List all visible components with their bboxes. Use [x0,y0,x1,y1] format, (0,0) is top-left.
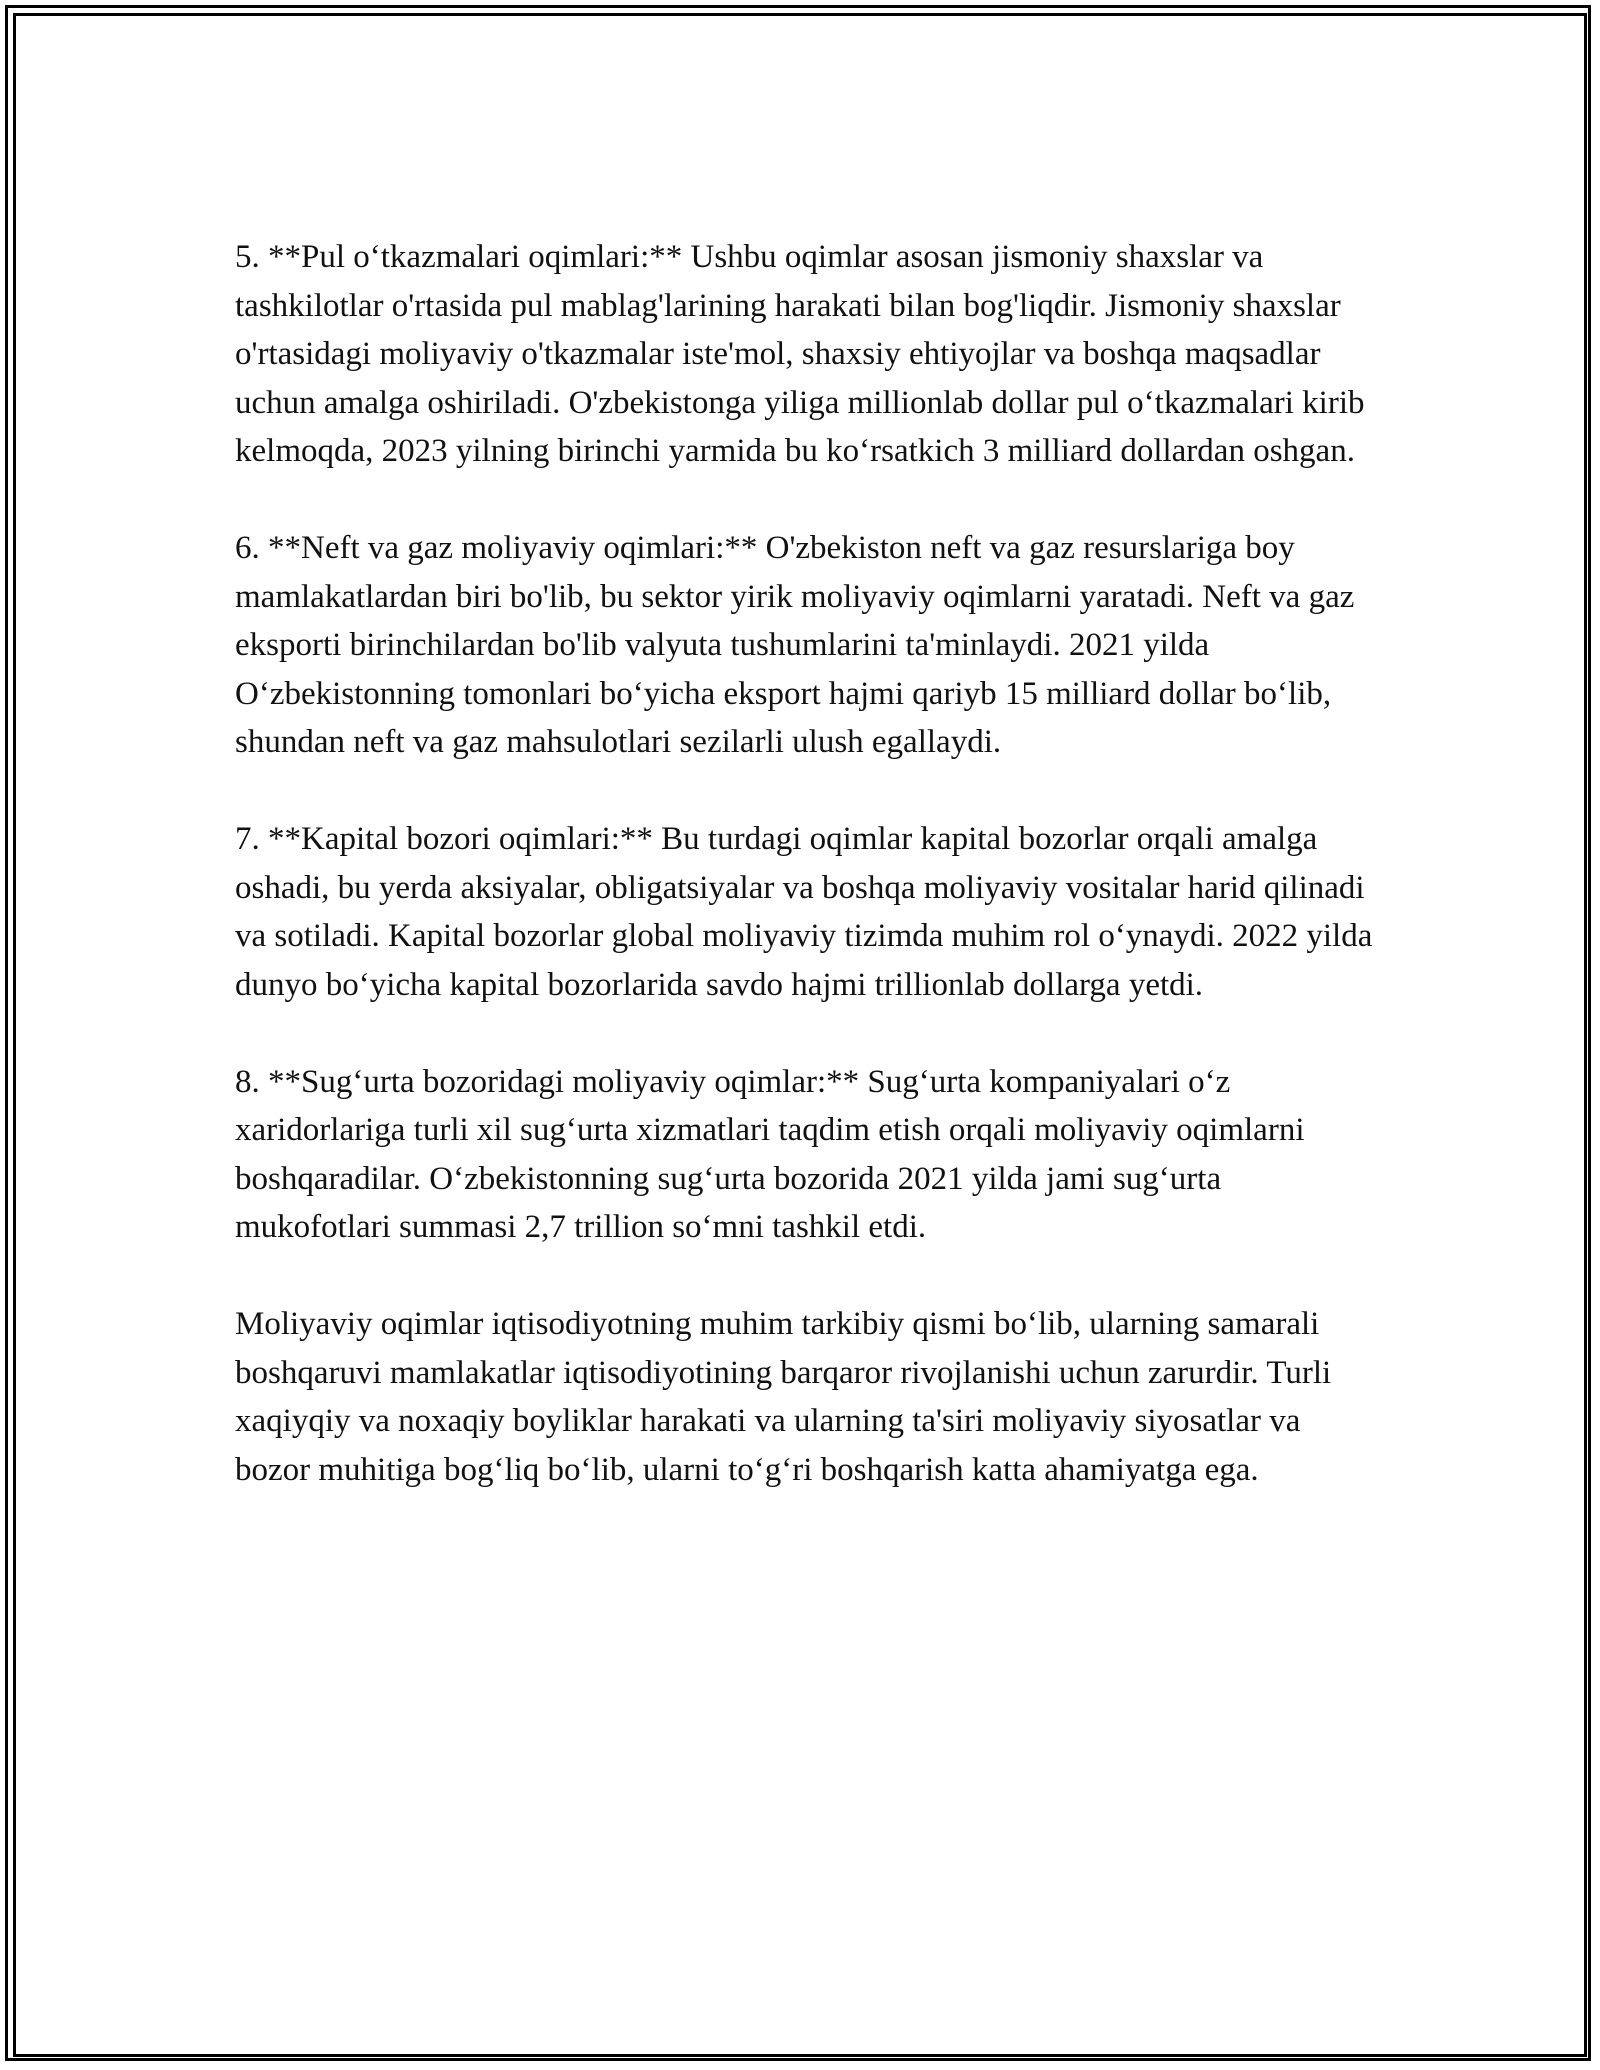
paragraph-capital-market-flows: 7. **Kapital bozori oqimlari:** Bu turdagi oqimlar kapital bozorlar orqali amalga oshadi, bu yerda aksiyalar, obligatsiyalar va boshqa moliyaviy vositalar harid qilinadi va sotiladi. Kapital bozorlar global moliyaviy tizimda muhim rol o‘ynaydi. 2022 yilda dunyo bo‘yicha kapital bozorlarida savdo hajmi trillionlab dollarga yetdi. [235,821,1373,1003]
paragraph-insurance-flows: 8. **Sug‘urta bozoridagi moliyaviy oqimlar:** Sug‘urta kompaniyalari o‘z xaridorlariga turli xil sug‘urta xizmatlari taqdim etish orqali moliyaviy oqimlarni boshqaradilar. O‘zbekistonning sug‘urta bozorida 2021 yilda jami sug‘urta mukofotlari summasi 2,7 trillion so‘mni tashkil etdi. [235,1063,1305,1245]
paragraph-conclusion: Moliyaviy oqimlar iqtisodiyotning muhim tarkibiy qismi bo‘lib, ularning samarali boshqaruvi mamlakatlar iqtisodiyotining barqaror rivojlanishi uchun zarurdir. Turli xaqiyqiy va noxaqiy boyliklar harakati va ularning ta'siri moliyaviy siyosatlar va bozor muhitiga bog‘liq bo‘lib, ularni to‘g‘ri boshqarish katta ahamiyatga ega. [235,1306,1332,1488]
paragraph-oil-gas-flows: 6. **Neft va gaz moliyaviy oqimlari:** O'zbekiston neft va gaz resurslariga boy mamlakatlardan biri bo'lib, bu sektor yirik moliyaviy oqimlarni yaratadi. Neft va gaz eksporti birinchilardan bo'lib valyuta tushumlarini ta'minlaydi. 2021 yilda O‘zbekistonning tomonlari bo‘yicha eksport hajmi qariyb 15 milliard dollar bo‘lib, shundan neft va gaz mahsulotlari sezilarli ulush egallaydi. [235,530,1355,760]
document-body [235,233,1375,1494]
paragraph-remittance-flows: 5. **Pul o‘tkazmalari oqimlari:** Ushbu oqimlar asosan jismoniy shaxslar va tashkilotlar o'rtasida pul mablag'larining harakati bilan bog'liqdir. Jismoniy shaxslar o'rtasidagi moliyaviy o'tkazmalar iste'mol, shaxsiy ehtiyojlar va boshqa maqsadlar uchun amalga oshiriladi. O'zbekistonga yiliga millionlab dollar pul o‘tkazmalari kirib kelmoqda, 2023 yilning birinchi yarmida bu ko‘rsatkich 3 milliard dollardan oshgan. [235,239,1365,469]
